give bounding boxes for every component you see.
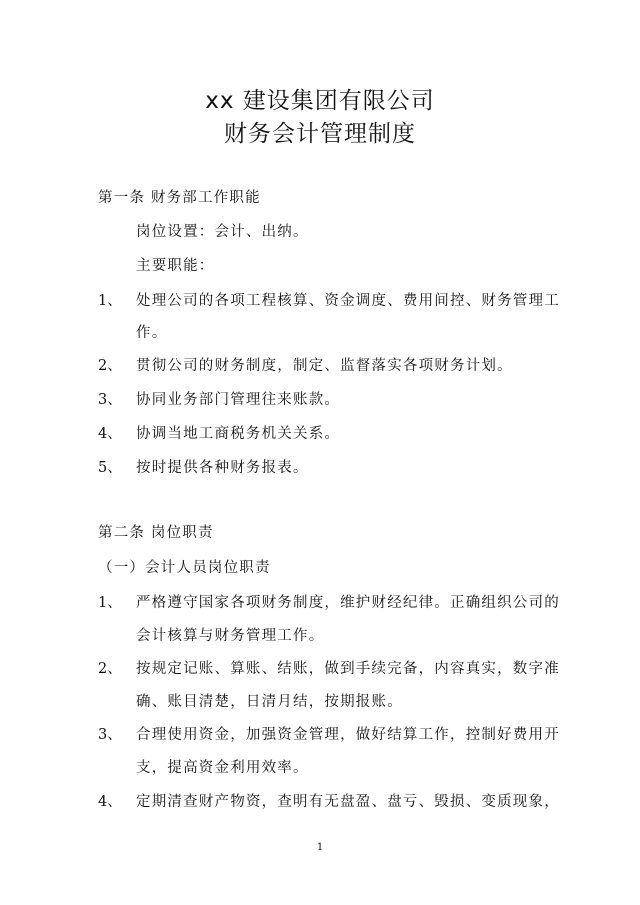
page-number: 1 [316,842,324,853]
list-item-number: 1、 [98,293,122,309]
list-item-number: 1、 [98,595,122,611]
positions-text: 岗位设置：会计、出纳。 [136,224,309,240]
list-item-text: 按规定记账、算账、结账，做到手续完备，内容真实，数字准 [136,661,560,677]
list-item-text: 定期清查财产物资，查明有无盘盈、盘亏、毁损、变质现象， [136,794,560,810]
list-item-text: 作。 [136,325,168,341]
list-item-number: 3、 [98,727,122,743]
list-item-number: 4、 [98,794,122,810]
list-item-text: 严格遵守国家各项财务制度，维护财经纪律。正确组织公司的 [136,595,560,611]
list-item-text: 协同业务部门管理往来账款。 [136,392,341,408]
title-regulation: 财务会计管理制度 [224,121,416,147]
list-item-text: 处理公司的各项工程核算、资金调度、费用间控、财务管理工 [136,293,560,309]
list-item-text: 会计核算与财务管理工作。 [136,628,325,644]
list-item-text: 合理使用资金，加强资金管理，做好结算工作，控制好费用开 [136,727,560,743]
list-item-text: 支，提高资金利用效率。 [136,760,309,776]
list-item-number: 4、 [98,426,122,442]
duties-label: 主要职能： [136,258,215,274]
list-item-text: 贯彻公司的财务制度，制定、监督落实各项财务计划。 [136,358,513,374]
list-item-text: 确、账目清楚，日清月结，按期报账。 [136,694,403,710]
title-company: xx 建设集团有限公司 [205,88,435,114]
list-item-number: 2、 [98,358,122,374]
article-2-subheading: （一）会计人员岗位职责 [98,560,271,576]
list-item-number: 3、 [98,392,122,408]
article-2-heading: 第二条 岗位职责 [98,525,214,541]
article-1-heading: 第一条 财务部工作职能 [98,190,261,206]
list-item-number: 5、 [98,460,122,476]
list-item-text: 协调当地工商税务机关关系。 [136,426,341,442]
list-item-number: 2、 [98,661,122,677]
list-item-text: 按时提供各种财务报表。 [136,460,309,476]
